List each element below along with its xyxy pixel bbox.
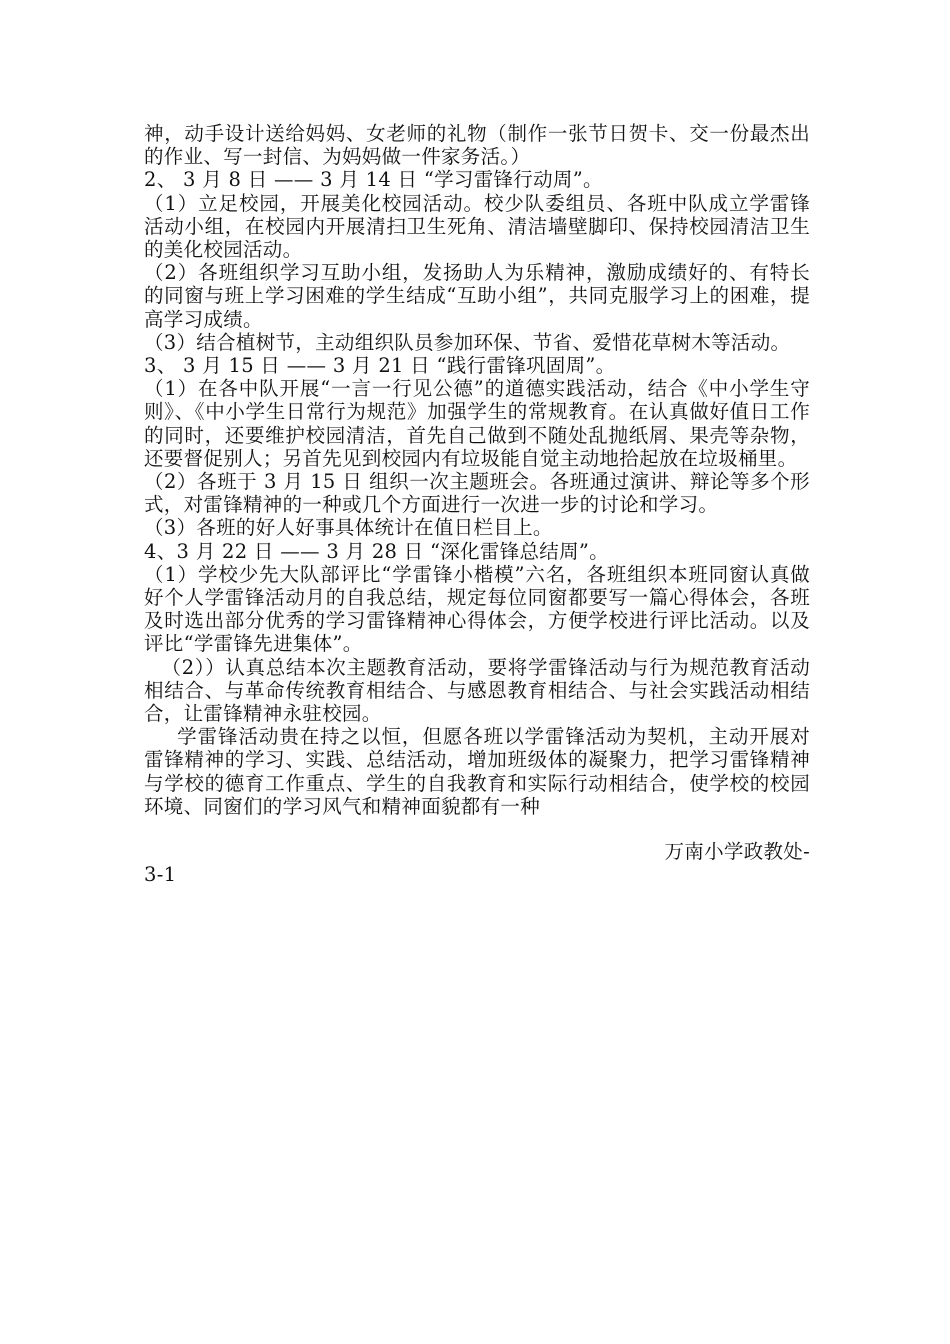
section-heading-2: 2、 3 月 8 日 —— 3 月 14 日 “学习雷锋行动周”。 (144, 168, 603, 192)
document-body (144, 122, 810, 887)
closing-paragraph: 学雷锋活动贵在持之以恒，但愿各班以学雷锋活动为契机，主动开展对雷锋精神的学习、实践、总结活动，增加班级体的凝聚力，把学习雷锋精神与学校的德育工作重点、学生的自我教育和实际行动相结合，使学校的校园环境、同窗们的学习风气和精神面貌都有一种 (144, 725, 810, 818)
list-item-4-2: （2））认真总结本次主题教育活动，要将学雷锋活动与行为规范教育活动相结合、与革命传统教育相结合、与感恩教育相结合、与社会实践活动相结合，让雷锋精神永驻校园。 (144, 655, 810, 726)
list-item-2-3: （3）结合植树节，主动组织队员参加环保、节省、爱惜花草树木等活动。 (144, 330, 791, 354)
list-item-2-2: （2）各班组织学习互助小组，发扬助人为乐精神，激励成绩好的、有特长的同窗与班上学习困难的学生结成“互助小组”，共同克服学习上的困难，提高学习成绩。 (144, 261, 810, 331)
list-item-3-3: （3）各班的好人好事具体统计在值日栏目上。 (144, 516, 553, 540)
list-item-4-1: （1）学校少先大队部评比“学雷锋小楷模”六名，各班组织本班同窗认真做好个人学雷锋活动月的自我总结，规定每位同窗都要写一篇心得体会，各班及时选出部分优秀的学习雷锋精神心得体会，方便学校进行评比活动。以及评比“学雷锋先进集体”。 (144, 562, 810, 656)
signature: 万南小学政教处- (664, 840, 810, 864)
list-item-3-2: （2）各班于 3 月 15 日 组织一次主题班会。各班通过演讲、辩论等多个形式，对雷锋精神的一种或几个方面进行一次进一步的讨论和学习。 (144, 470, 810, 517)
list-item-3-1: （1）在各中队开展“一言一行见公德”的道德实践活动，结合《中小学生守则》、《中小学生日常行为规范》加强学生的常规教育。在认真做好值日工作的同时，还要维护校园清洁，首先自己做到不随处乱抛纸屑、果壳等杂物，还要督促别人；另首先见到校园内有垃圾能自觉主动地拾起放在垃圾桶里。 (144, 377, 810, 470)
section-heading-4: 4、3 月 22 日 —— 3 月 28 日 “深化雷锋总结周”。 (144, 539, 609, 563)
section-heading-3: 3、 3 月 15 日 —— 3 月 21 日 “践行雷锋巩固周”。 (144, 354, 616, 378)
list-item-2-1: （1）立足校园，开展美化校园活动。校少队委组员、各班中队成立学雷锋活动小组，在校园内开展清扫卫生死角、清洁墙壁脚印、保持校园清洁卫生的美化校园活动。 (144, 191, 810, 262)
page-number: 3-1 (144, 863, 177, 887)
paragraph-continuation: 神，动手设计送给妈妈、女老师的礼物（制作一张节日贺卡、交一份最杰出的作业、写一封信、为妈妈做一件家务活。） (144, 122, 810, 169)
